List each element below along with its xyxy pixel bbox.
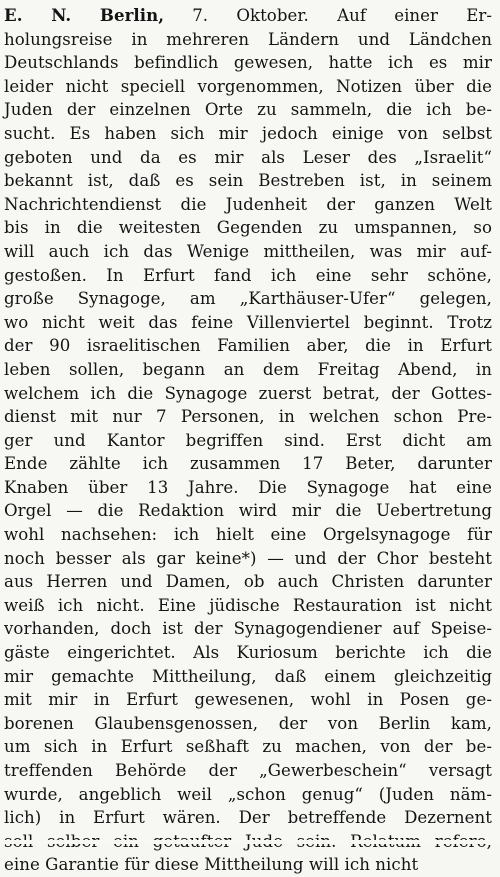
article-line: Deutschlands befindlich gewesen, hatte ich es mir bbox=[4, 53, 492, 73]
dateline-date: 7. Oktober. bbox=[192, 6, 309, 25]
clipping-bottom-edge bbox=[0, 840, 500, 844]
article-line: der 90 israelitischen Familien aber, die in Erfurt bbox=[4, 336, 492, 356]
article-line: wurde, angeblich weil „schon genug“ (Juden näm- bbox=[4, 784, 492, 804]
article-column bbox=[4, 4, 492, 877]
article-line: Knaben über 13 Jahre. Die Synagoge hat eine bbox=[4, 477, 492, 497]
dateline bbox=[4, 5, 164, 25]
article-line: noch besser als gar keine*) — und der Chor besteht bbox=[4, 548, 492, 568]
article-line: um sich in Erfurt seßhaft zu machen, von der be- bbox=[4, 737, 492, 757]
dateline-city: Berlin, bbox=[99, 5, 165, 25]
article-line: weiß ich nicht. Eine jüdische Restauration ist nicht bbox=[4, 595, 492, 615]
article-line: große Synagoge, am „Karthäuser-Ufer“ gelegen, bbox=[4, 289, 492, 309]
article-line: gestoßen. In Erfurt fand ich eine sehr schöne, bbox=[4, 265, 492, 285]
article-line: wo nicht weit das feine Villenviertel beginnt. Trotz bbox=[4, 312, 492, 332]
article-line: Ende zählte ich zusammen 17 Beter, darunter bbox=[4, 454, 492, 474]
article-line: sucht. Es haben sich mir jedoch einige von selbst bbox=[4, 123, 492, 143]
article-line: borenen Glaubensgenossen, der von Berlin kam, bbox=[4, 713, 492, 733]
article-line: ger und Kantor begriffen sind. Erst dicht am bbox=[4, 430, 492, 450]
article-line: bekannt ist, daß es sein Bestreben ist, in seinem bbox=[4, 171, 492, 191]
article-line: will auch ich das Wenige mittheilen, was mir auf- bbox=[4, 241, 492, 261]
article-line: gäste eingerichtet. Als Kuriosum berichte ich die bbox=[4, 643, 492, 663]
article-line: geboten und da es mir als Leser des „Israelit“ bbox=[4, 147, 492, 167]
article-line: Juden der einzelnen Orte zu sammeln, die ich be- bbox=[4, 100, 492, 120]
article-line: treffenden Behörde der „Gewerbeschein“ versagt bbox=[4, 761, 492, 780]
article-line: holungsreise in mehreren Ländern und Ländchen bbox=[4, 29, 492, 49]
article-line: aus Herren und Damen, ob auch Christen darunter bbox=[4, 572, 492, 592]
article-line: mit mir in Erfurt gewesenen, wohl in Posen ge- bbox=[4, 690, 492, 710]
article-line: eine Garantie für diese Mittheilung will ich nicht bbox=[4, 855, 419, 875]
article-line: Orgel — die Redaktion wird mir die Uebertretung bbox=[4, 501, 492, 521]
dateline-author: E. N. bbox=[4, 5, 72, 25]
article-line: Nachrichtendienst die Judenheit der ganzen Welt bbox=[4, 194, 492, 214]
article-line: wohl nachsehen: ich hielt eine Orgelsynagoge für bbox=[4, 525, 492, 545]
article-line: leben sollen, begann an dem Freitag Abend, in bbox=[4, 359, 492, 379]
article-line-1-text: Auf einer Er- bbox=[337, 6, 493, 25]
article-line: mir gemachte Mittheilung, daß einem gleichzeitig bbox=[4, 666, 492, 686]
article-line: welchem ich die Synagoge zuerst betrat, der Gottes- bbox=[4, 383, 492, 403]
article-line: dienst mit nur 7 Personen, in welchen schon Pre- bbox=[4, 407, 492, 427]
article-line: lich) in Erfurt wären. Der betreffende Dezernent bbox=[4, 808, 492, 828]
article-line: leider nicht speciell vorgenommen, Notizen über die bbox=[4, 76, 492, 96]
article-line: bis in die weitesten Gegenden zu umspannen, so bbox=[4, 218, 492, 238]
article-line-1 bbox=[4, 4, 492, 28]
article-line: vorhanden, doch ist der Synagogendiener auf Speise- bbox=[4, 619, 492, 639]
